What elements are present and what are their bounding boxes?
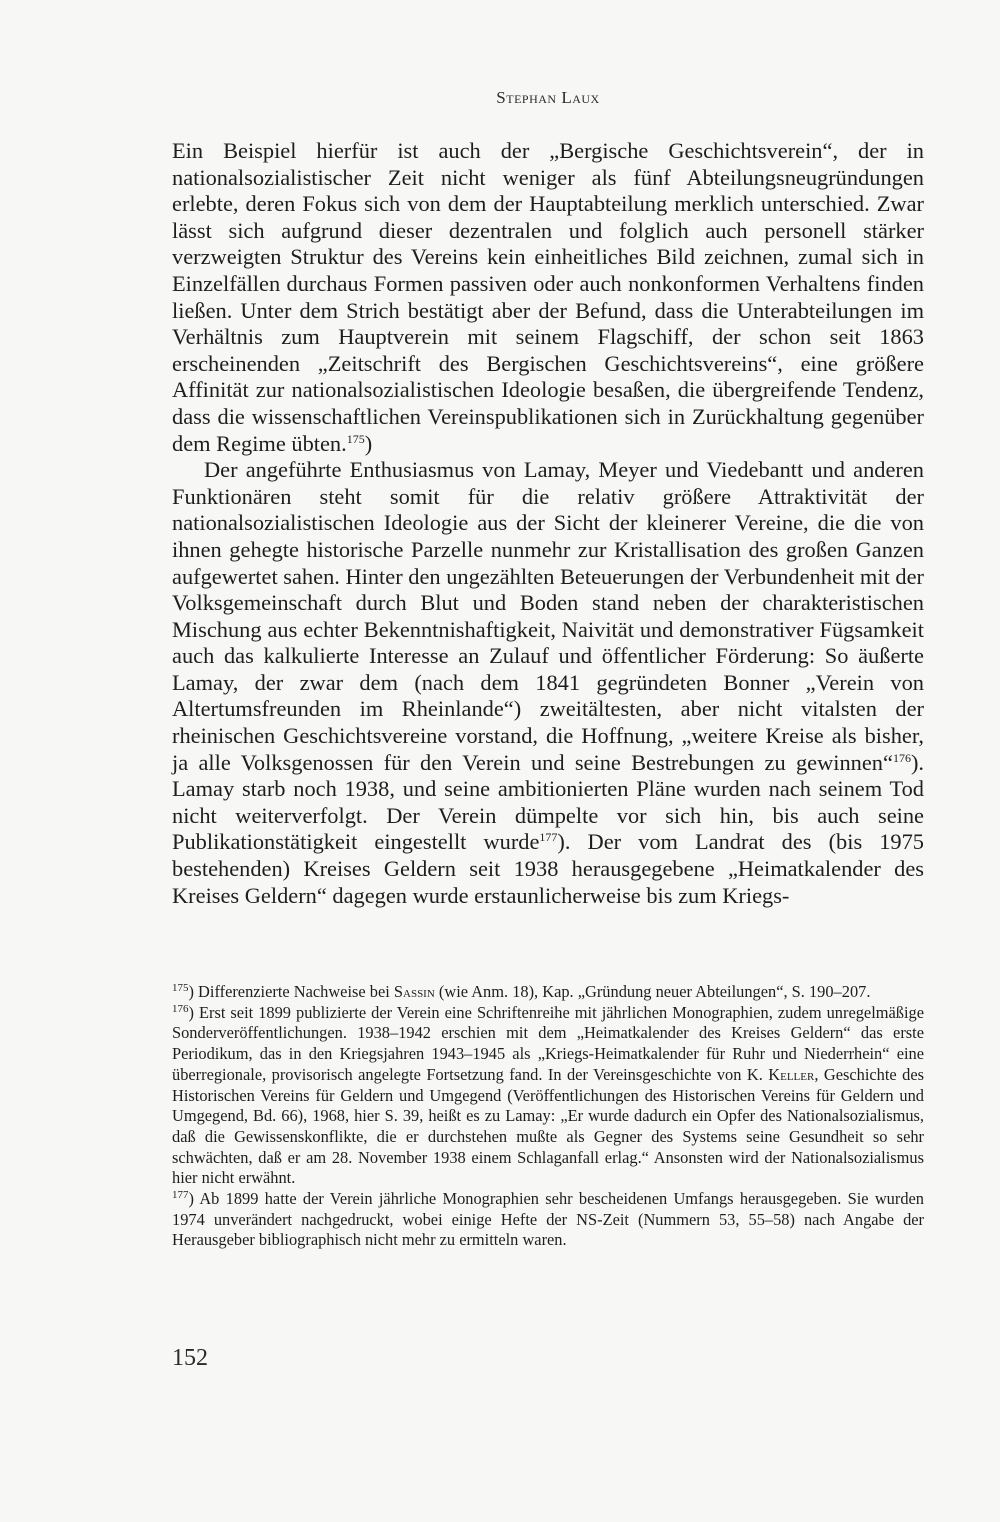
footnote-number: 175 <box>172 982 189 994</box>
footnote-author-name: Keller <box>768 1064 815 1084</box>
footnote-number: 177 <box>172 1189 189 1202</box>
footnote-176 <box>172 1003 924 1189</box>
paragraph-1-text: Ein Beispiel hierfür ist auch der „Bergische Geschichtsverein“, der in nationalsozialistischer Zeit nicht weniger als fünf Abteilungsneugründungen erlebte, deren Fokus sich von dem der Hauptabteilung merklich unterschied. Zwar lässt sich aufgrund dieser dezentralen und folglich auch personell stärker verzweigten Struktur des Vereins kein einheitliches Bild zeichnen, zumal sich in Einzelfällen durchaus Formen passiven oder auch nonkonformen Verhaltens finden ließen. Unter dem Strich bestätigt aber der Befund, dass die Unterabteilungen im Verhältnis zum Hauptverein mit seinem Flagschiff, der schon seit 1863 erscheinenden „Zeitschrift des Bergischen Geschichtsvereins“, eine größere Affinität zur nationalsozialistischen Ideologie besaßen, die übergreifende Tendenz, dass die wissenschaftlichen Vereinspublikationen sich in Zurückhaltung gegenüber dem Regime übten. <box>172 138 924 456</box>
paragraph-2 <box>172 457 924 909</box>
running-head-author: Stephan Laux <box>496 88 600 107</box>
footnote-ref-175: 175 <box>346 431 365 446</box>
running-head <box>172 88 924 108</box>
footnote-177 <box>172 1189 924 1251</box>
body-text <box>172 138 924 909</box>
footnote-author-name: Sassin <box>393 982 435 1001</box>
footnote-text-cont: (wie Anm. 18), Kap. „Gründung neuer Abteilungen“, S. 190–207. <box>434 982 871 1001</box>
footnote-text-cont: , Geschichte des Historischen Vereins für Geldern und Umgegend (Veröffentlichungen des Historischen Vereins für Geldern und Umgegend, Bd. 66), 1968, hier S. 39, heißt es zu Lamay: „Er wurde dadurch ein Opfer des Nationalsozialismus, daß die Gewissenskonflikte, die er durchstehen mußte als Gegner des Systems seine Gesundheit so sehr schwächten, daß er am 28. November 1938 einem Schlaganfall erlag.“ Ansonsten wird der Nationalsozialismus hier nicht erwähnt. <box>172 1064 924 1188</box>
footnote-text: ) Erst seit 1899 publizierte der Verein eine Schriftenreihe mit jährlichen Monographien, zudem unregelmäßige Sonderveröffentlichungen. 1938–1942 erschien mit dem „Heimatkalender des Kreises Geldern“ das erste Periodikum, das in den Kriegsjahren 1943–1945 als „Kriegs-Heimatkalender für Ruhr und Niederrhein“ eine überregionale, provisorisch angelegte Fortsetzung fand. In der Vereinsgeschichte von K. <box>172 1002 924 1084</box>
footnote-175 <box>172 982 924 1003</box>
paragraph-1 <box>172 138 924 457</box>
footnote-text: ) Differenzierte Nachweise bei <box>188 982 394 1001</box>
paragraph-2-text-b: ). Lamay starb noch 1938, und seine ambitionierten Pläne wurden nach seinem Tod nicht weiterverfolgt. Der Verein dümpelte vor sich hin, bis auch seine Publikationstätigkeit eingestellt wurde <box>172 749 924 855</box>
paragraph-1-close: ) <box>364 430 373 456</box>
footnotes <box>172 982 924 1251</box>
footnote-ref-176: 176 <box>892 750 911 765</box>
footnote-text: ) Ab 1899 hatte der Verein jährliche Monographien sehr bescheidenen Umfangs herausgegeben. Sie wurden 1974 unverändert nachgedruckt, wobei einige Hefte der NS-Zeit (Nummern 53, 55–58) nach Angabe der Herausgeber bibliographisch nicht mehr zu ermitteln waren. <box>172 1189 924 1250</box>
book-page <box>172 0 924 1522</box>
page-number: 152 <box>172 1345 208 1371</box>
paragraph-2-text-c: ). Der vom Landrat des (bis 1975 bestehenden) Kreises Geldern seit 1938 herausgegebene „Heimatkalender des Kreises Geldern“ dagegen wurde erstaunlicherweise bis zum Kriegs- <box>172 829 924 908</box>
footnote-number: 176 <box>172 1002 189 1015</box>
paragraph-2-text-a: Der angeführte Enthusiasmus von Lamay, Meyer und Viedebantt und anderen Funktionären steht somit für die relativ größere Attraktivität der nationalsozialistischen Ideologie aus der Sicht der kleinerer Vereine, die die von ihnen gehegte historische Parzelle nunmehr zur Kristallisation des großen Ganzen aufgewertet sahen. Hinter den ungezählten Beteuerungen der Verbundenheit mit der Volksgemeinschaft durch Blut und Boden stand neben der charakteristischen Mischung aus echter Bekenntnishaftigkeit, Naivität und demonstrativer Fügsamkeit auch das kalkulierte Interesse an Zulauf und öffentlicher Förderung: So äußerte Lamay, der zwar dem (nach dem 1841 gegründeten Bonner „Verein von Altertumsfreunden im Rheinlande“) zweitältesten, aber nicht vitalsten der rheinischen Geschichtsvereine vorstand, die Hoffnung, „weitere Kreise als bisher, ja alle Volksgenossen für den Verein und seine Bestrebungen zu gewinnen“ <box>172 457 924 775</box>
footnote-ref-177: 177 <box>539 830 558 845</box>
